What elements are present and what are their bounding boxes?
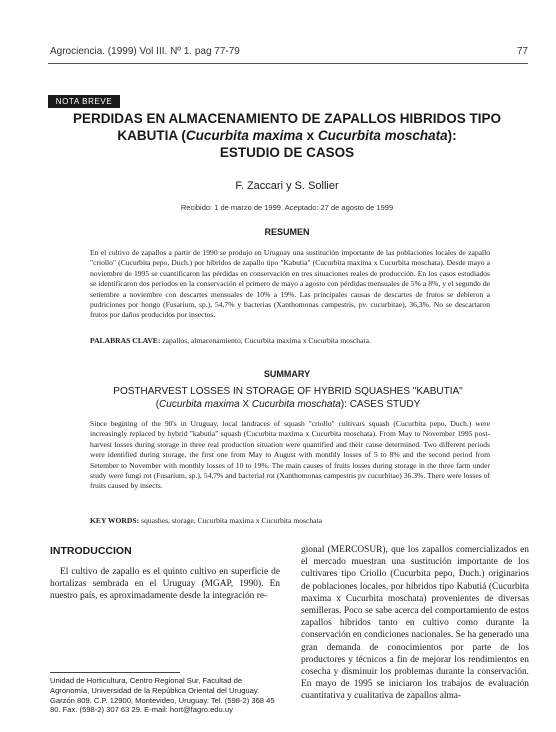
resumen-heading: RESUMEN [264,227,310,237]
header-rule [48,63,528,64]
footnote-rule [50,672,180,673]
title-line-2-post: ): [447,128,457,143]
introduccion-heading: INTRODUCCION [50,545,132,557]
key-words-list: squashes, storage, Cucurbita maxima x Cucurbita moschata [139,516,322,525]
english-title-pre: ( [155,399,160,410]
running-head: Agrociencia. (1999) Vol III. Nº 1. pag 77-79 [50,46,240,57]
english-title-line-2 [60,398,516,411]
received-dates: Recibido: 1 de marzo de 1999. Aceptado: 27 de agosto de 1999 [180,203,394,212]
summary-body: Since begining of the 90's in Uruguay, local landraces of squash "criollo" cultivars squash (Cucurbita pepo, Duch.) were increasingly replaced by hybrid "kabutia" squash (Cucurbita maxima x Cucurbita moschata). From May to November 1995 post-harvest losses during storage in three real production situation were quantified and their cause determined. Two different periods were identified during storage, the first one from May to August with monthly losses of 5 to 8% and the second period from Setember to November with monthly losses of 10 to 19%. The main causes of fruits losses during storage in the three farm under study were fungi rot (Fusarium, sp.), 54,7% and bacterial rot (Xanthomonas campestris pv cucurbitae) 36.3%. There were losses of fruits caused by insects. [90,419,490,491]
english-title-line-1: POSTHARVEST LOSSES IN STORAGE OF HYBRID SQUASHES "KABUTIA" [113,386,463,397]
english-title [60,385,516,411]
palabras-clave-list: zapallos, almacenamiento, Cucurbita maxima x Cucurbita moschata. [160,336,371,345]
key-words [90,516,490,526]
english-title-species-1: Cucurbita maxima [159,399,240,410]
title-line-1: PERDIDAS EN ALMACENAMIENTO DE ZAPALLOS HIBRIDOS TIPO [72,111,502,126]
key-words-label: KEY WORDS: [90,516,140,525]
section-tag: NOTA BREVE [48,95,120,108]
title-line-2 [48,127,526,144]
page-number: 77 [517,46,529,57]
intro-column-2: gional (MERCOSUR), que los zapallos comercializados en el mercado muestran una sustitución importante de los cultivares tipo Criollo (Cucurbita pepo, Duch.) originarios de poblaciones locales, por híbridos tipo Kabutiá (Cucurbita maxima x Cucurbita moschata) provenientes de diversas semilleras. Poco se sabe acerca del comportamiento de estos zapallos híbridos tanto en cultivo como durante la conservación en condiciones nacionales. Se ha generado una gran demanda de conocimientos por parte de los productores y técnicos a fin de mejorar los rendimientos en cosecha y disminuir los problemas durante la conservación. En mayo de 1995 se iniciaron los trabajos de evaluación cuantitativa y cualitativa de zapallos alma- [301,545,529,702]
resumen-body: En el cultivo de zapallos a partir de 1990 se produjo en Uruguay una sustitución importante de las poblaciones locales de zapallo "criollo" (Cucurbita pepo, Duch.) por híbridos de zapallo tipo "Kabutia" (Cucurbita maxima x Cucurbita moschata). Desde mayo a noviembre de 1995 se cuantificaron las pérdidas en conservación en tres situaciones reales de producción. En los casos estudiados se identificaron dos períodos en la conservación el primero de mayo a agosto con pérdidas mensuales de 5% a 8%, y el segundo de setiembre a noviembre con descartes mensuales de 10% a 19%. Las principales causas de descartes de frutos se debieron a pudriciones por hongo (Fusarium, sp.), 54,7% y bacterias (Xanthomonas campestris, pv. cucurbitae), 36,3%. No se descartaron frutos por daños producidos por insectos. [90,248,490,320]
title-line-3: ESTUDIO DE CASOS [219,145,355,160]
title-species-1: Cucurbita maxima [185,128,303,143]
english-title-species-2: Cucurbita moschata [251,399,341,410]
article-title [48,110,526,161]
title-species-2: Cucurbita moschata [317,128,448,143]
summary-heading: SUMMARY [263,369,311,379]
palabras-clave [90,336,490,346]
title-line-2-mid: x [302,128,318,143]
authors: F. Zaccari y S. Sollier [235,180,339,192]
intro-column-1: El cultivo de zapallo es el quinto cultivo en superficie de hortalizas sembrada en el Uruguay (MGAP, 1990). En nuestro país, es aproximadamente desde la integración re- [50,567,280,602]
palabras-clave-label: PALABRAS CLAVE: [90,336,161,345]
english-title-post: ): CASES STUDY [340,399,421,410]
english-title-mid: X [239,399,252,410]
title-line-2-pre: KABUTIA ( [117,128,186,143]
author-affiliation: Unidad de Horticultura, Centro Regional Sur, Facultad de Agronomía, Universidad de la República Oriental del Uruguay. Garzón 809. C.P. 12900, Montevideo, Uruguay. Tel. (598-2) 368 45 80. Fax. (598-2) 307 63 29. E-mail: hort@fagro.edu.uy [50,676,275,715]
